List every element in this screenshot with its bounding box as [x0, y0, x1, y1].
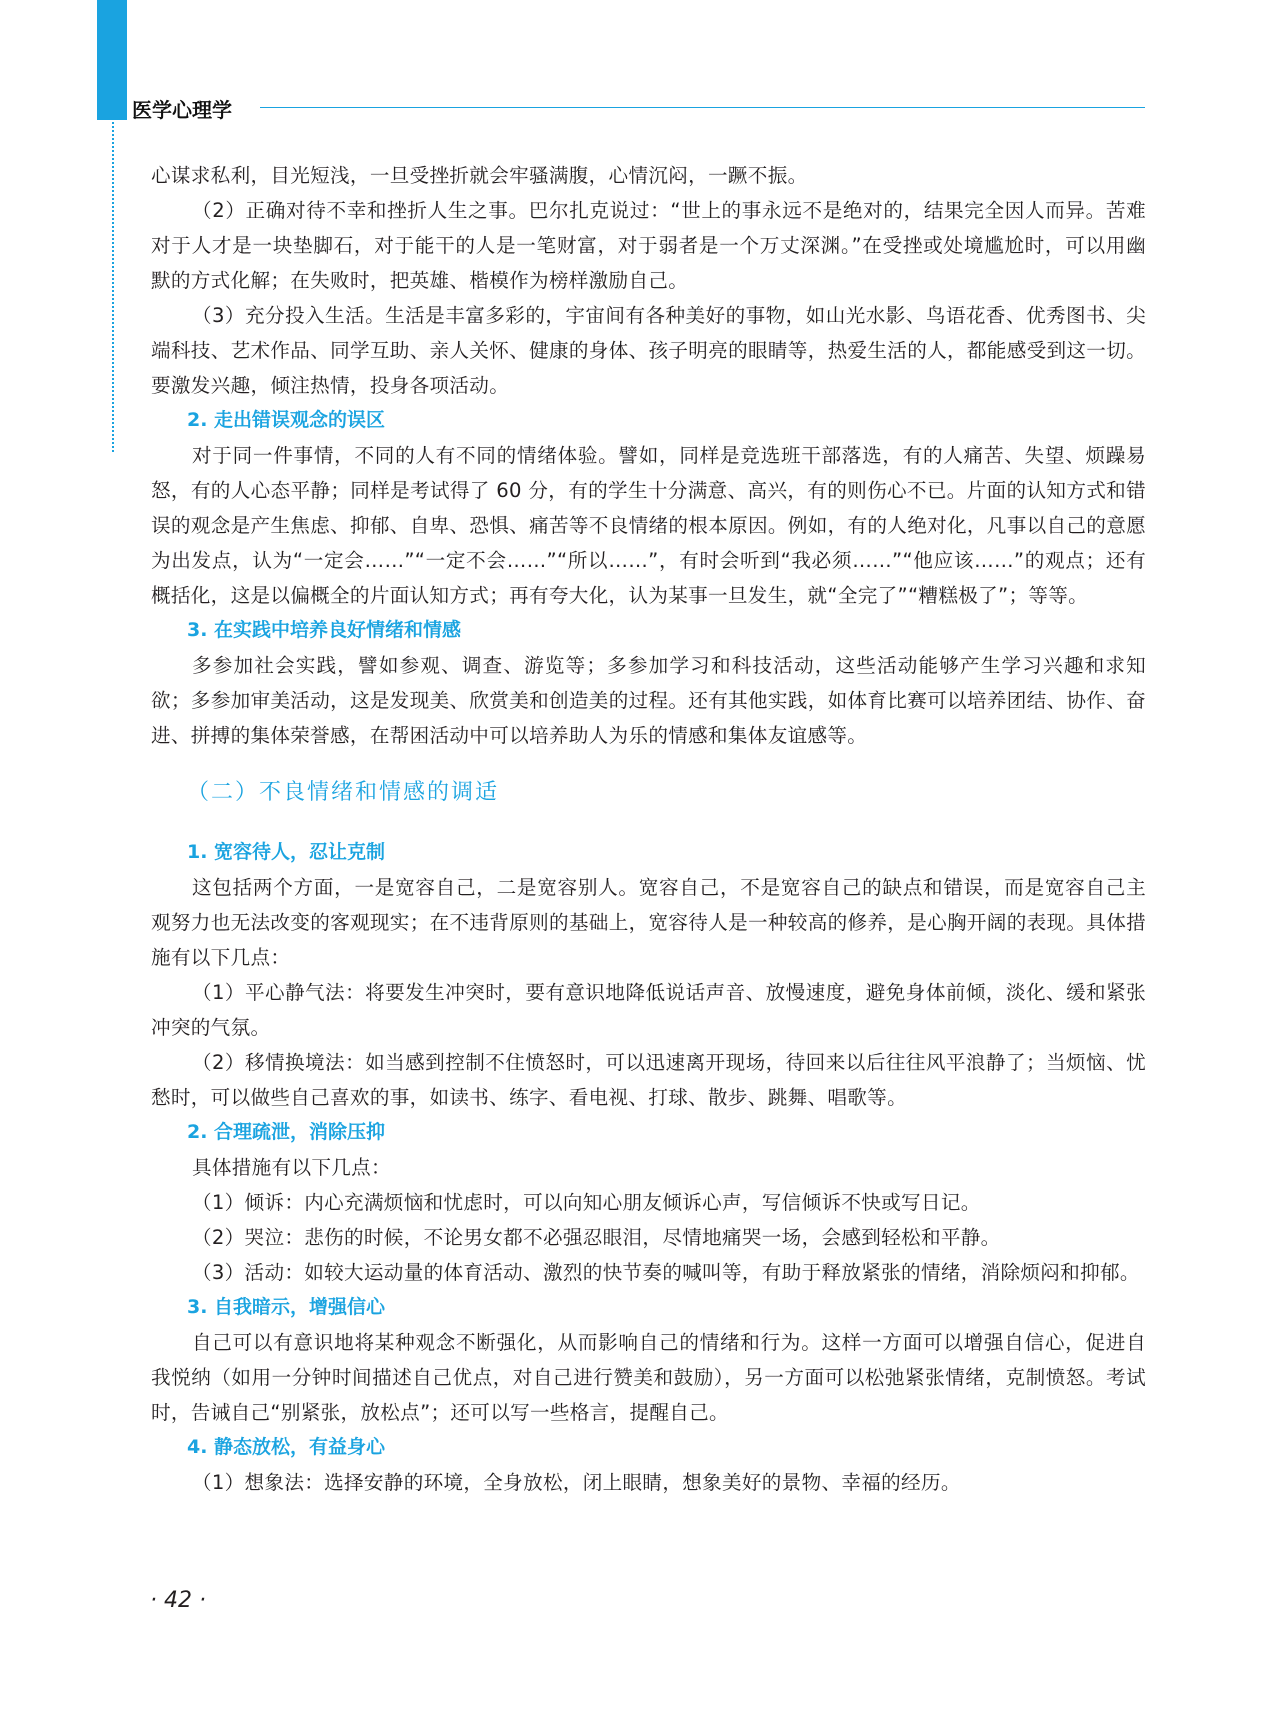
paragraph: 具体措施有以下几点：: [192, 1156, 391, 1179]
paragraph: 心谋求私利，目光短浅，一旦受挫折就会牢骚满腹，心情沉闷，一蹶不振。: [151, 164, 808, 187]
paragraph: 对于同一件事情，不同的人有不同的情绪体验。譬如，同样是竞选班干部落选，有的人痛苦、失望、烦躁易怒，有的人心态平静；同样是考试得了 60 分，有的学生十分满意、高兴，有的则伤心不已。片面的认知方式和错误的观念是产生焦虑、抑郁、自卑、恐惧、痛苦等不良情绪的根本原因。例如，有的人绝对化，凡事以自己的意愿为出发点，认为“一定会……”“一定不会……”“所以……”，有时会听到“我必须……”“他应该……”的观点；还有概括化，这是以偏概全的片面认知方式；再有夸大化，认为某事一旦发生，就“全完了”“糟糕极了”；等等。: [151, 444, 1146, 607]
subsection-heading: 3. 在实践中培养良好情绪和情感: [187, 619, 462, 641]
subsection-heading: 1. 宽容待人，忍让克制: [187, 841, 386, 863]
header-rule: [260, 107, 1145, 108]
section-heading: （二）不良情绪和情感的调适: [187, 780, 500, 805]
paragraph: （2）正确对待不幸和挫折人生之事。巴尔扎克说过：“世上的事永远不是绝对的，结果完全因人而异。苦难对于人才是一块垫脚石，对于能干的人是一笔财富，对于弱者是一个万丈深渊。”在受挫或处境尴尬时，可以用幽默的方式化解；在失败时，把英雄、楷模作为榜样激励自己。: [151, 199, 1146, 292]
paragraph: 这包括两个方面，一是宽容自己，二是宽容别人。宽容自己，不是宽容自己的缺点和错误，而是宽容自己主观努力也无法改变的客观现实；在不违背原则的基础上，宽容待人是一种较高的修养，是心胸开阔的表现。具体措施有以下几点：: [151, 876, 1146, 969]
paragraph: 自己可以有意识地将某种观念不断强化，从而影响自己的情绪和行为。这样一方面可以增强自信心，促进自我悦纳（如用一分钟时间描述自己优点，对自己进行赞美和鼓励），另一方面可以松弛紧张情绪，克制愤怒。考试时，告诫自己“别紧张，放松点”；还可以写一些格言，提醒自己。: [151, 1331, 1146, 1424]
paragraph: （1）倾诉：内心充满烦恼和忧虑时，可以向知心朋友倾诉心声，写信倾诉不快或写日记。: [192, 1191, 981, 1214]
running-header-title: 医学心理学: [132, 98, 232, 122]
page-body: [151, 158, 1146, 1500]
subsection-heading: 2. 合理疏泄，消除压抑: [187, 1121, 386, 1143]
paragraph: 多参加社会实践，譬如参观、调查、游览等；多参加学习和科技活动，这些活动能够产生学习兴趣和求知欲；多参加审美活动，这是发现美、欣赏美和创造美的过程。还有其他实践，如体育比赛可以培养团结、协作、奋进、拼搏的集体荣誉感，在帮困活动中可以培养助人为乐的情感和集体友谊感等。: [151, 654, 1146, 747]
header-accent-bar: [97, 0, 127, 120]
subsection-heading: 4. 静态放松，有益身心: [187, 1436, 386, 1458]
paragraph: （1）平心静气法：将要发生冲突时，要有意识地降低说话声音、放慢速度，避免身体前倾，淡化、缓和紧张冲突的气氛。: [151, 981, 1146, 1039]
subsection-heading: 3. 自我暗示，增强信心: [187, 1296, 386, 1318]
page-number: · 42 ·: [150, 1588, 206, 1613]
margin-dotted-line: [112, 122, 114, 452]
subsection-heading: 2. 走出错误观念的误区: [187, 409, 386, 431]
paragraph: （1）想象法：选择安静的环境，全身放松，闭上眼睛，想象美好的景物、幸福的经历。: [192, 1471, 961, 1494]
paragraph: （3）活动：如较大运动量的体育活动、激烈的快节奏的喊叫等，有助于释放紧张的情绪，消除烦闷和抑郁。: [192, 1261, 1140, 1284]
paragraph: （2）哭泣：悲伤的时候，不论男女都不必强忍眼泪，尽情地痛哭一场，会感到轻松和平静。: [192, 1226, 1001, 1249]
paragraph: （2）移情换境法：如当感到控制不住愤怒时，可以迅速离开现场，待回来以后往往风平浪静了；当烦恼、忧愁时，可以做些自己喜欢的事，如读书、练字、看电视、打球、散步、跳舞、唱歌等。: [151, 1051, 1146, 1109]
paragraph: （3）充分投入生活。生活是丰富多彩的，宇宙间有各种美好的事物，如山光水影、鸟语花香、优秀图书、尖端科技、艺术作品、同学互助、亲人关怀、健康的身体、孩子明亮的眼睛等，热爱生活的人，都能感受到这一切。要激发兴趣，倾注热情，投身各项活动。: [151, 304, 1146, 397]
